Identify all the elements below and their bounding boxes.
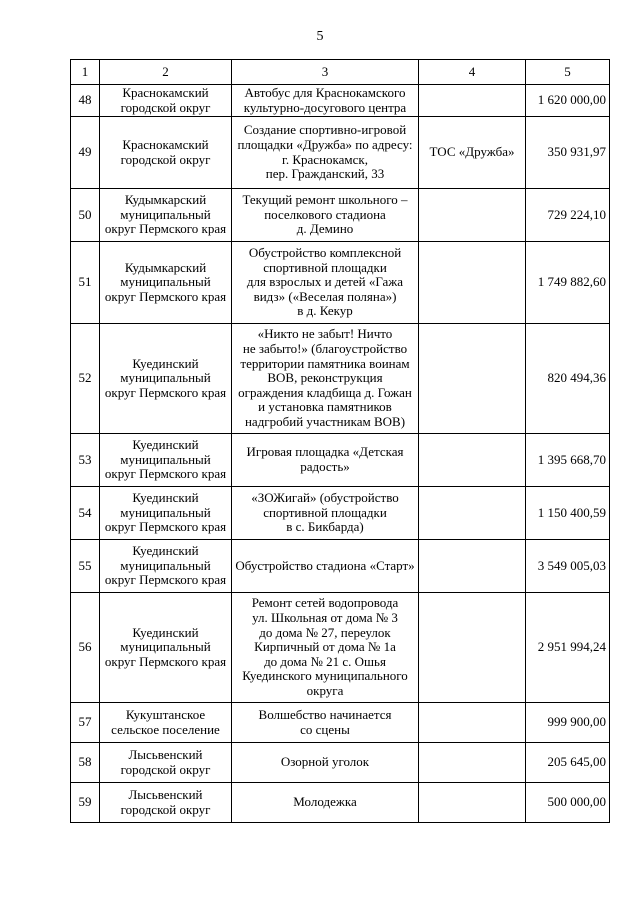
- municipality: Кудымкарский муниципальный округ Пермского края: [104, 192, 227, 237]
- table-row: [71, 540, 610, 593]
- project-name: «ЗОЖигай» (обустройство спортивной площадки в с. Бикбарда): [251, 490, 399, 535]
- header-col-4: 4: [419, 60, 526, 85]
- municipality: Краснокамский городской округ: [120, 136, 211, 167]
- table-header-row: [71, 60, 610, 85]
- municipality: Лысьвенский городской округ: [120, 786, 211, 817]
- row-number: 51: [71, 242, 100, 324]
- row-number: 56: [71, 593, 100, 703]
- header-col-3: 3: [232, 60, 419, 85]
- municipality: Куединский муниципальный округ Пермского края: [104, 624, 227, 669]
- table-row: [71, 434, 610, 487]
- row-number: 54: [71, 487, 100, 540]
- table-row: [71, 85, 610, 117]
- organization: ТОС «Дружба»: [429, 144, 515, 160]
- amount: 820 494,36: [547, 370, 606, 386]
- project-name: Обустройство стадиона «Старт»: [235, 557, 415, 573]
- amount: 2 951 994,24: [537, 639, 606, 655]
- table-row: [71, 593, 610, 703]
- amount: 500 000,00: [547, 794, 606, 810]
- row-number: 58: [71, 743, 100, 783]
- table-row: [71, 783, 610, 823]
- municipality: Куединский муниципальный округ Пермского края: [104, 437, 227, 482]
- table-row: [71, 242, 610, 324]
- grants-table: [70, 59, 610, 823]
- amount: 3 549 005,03: [537, 557, 606, 573]
- row-number: 59: [71, 783, 100, 823]
- project-name: Обустройство комплексной спортивной площадки для взрослых и детей «Гажа видз» («Веселая поляна») в д. Кекур: [246, 245, 404, 319]
- table-row: [71, 189, 610, 242]
- project-name: Текущий ремонт школьного – поселкового стадиона д. Демино: [242, 192, 408, 237]
- row-number: 48: [71, 85, 100, 117]
- amount: 999 900,00: [547, 714, 606, 730]
- project-name: Игровая площадка «Детская радость»: [246, 444, 404, 474]
- project-name: Создание спортивно-игровой площадки «Дружба» по адресу: г. Краснокамск, пер. Гражданский, 33: [237, 122, 413, 182]
- municipality: Куединский муниципальный округ Пермского края: [104, 355, 227, 400]
- table-row: [71, 487, 610, 540]
- project-name: «Никто не забыт! Ничто не забыто!» (благоустройство территории памятника воинам ВОВ, реконструкция ограждения кладбища д. Гожан и установка памятников надгробий участникам ВОВ): [238, 326, 412, 429]
- amount: 1 749 882,60: [537, 274, 606, 290]
- page-number: 5: [316, 29, 324, 44]
- project-name: Молодежка: [293, 794, 357, 810]
- row-number: 50: [71, 189, 100, 242]
- header-col-2: 2: [100, 60, 232, 85]
- table-row: [71, 703, 610, 743]
- amount: 1 150 400,59: [537, 504, 606, 520]
- project-name: Озорной уголок: [280, 754, 370, 770]
- row-number: 57: [71, 703, 100, 743]
- amount: 205 645,00: [547, 754, 606, 770]
- project-name: Волшебство начинается со сцены: [258, 706, 392, 737]
- municipality: Куединский муниципальный округ Пермского края: [104, 543, 227, 588]
- project-name: Ремонт сетей водопровода ул. Школьная от дома № 3 до дома № 27, переулок Кирпичный от дома № 1а до дома № 21 с. Ошья Куединского муниципального округа: [242, 595, 408, 698]
- row-number: 49: [71, 117, 100, 189]
- amount: 1 395 668,70: [537, 451, 606, 467]
- header-col-1: 1: [71, 60, 100, 85]
- project-name: Автобус для Краснокамского культурно-досугового центра: [243, 84, 407, 115]
- header-col-5: 5: [526, 60, 610, 85]
- municipality: Кудымкарский муниципальный округ Пермского края: [104, 259, 227, 304]
- amount: 729 224,10: [547, 206, 606, 222]
- table-row: [71, 324, 610, 434]
- table-row: [71, 117, 610, 189]
- row-number: 53: [71, 434, 100, 487]
- amount: 350 931,97: [547, 144, 606, 160]
- municipality: Краснокамский городской округ: [120, 84, 211, 115]
- table-row: [71, 743, 610, 783]
- amount: 1 620 000,00: [537, 92, 606, 108]
- municipality: Кукуштанское сельское поселение: [111, 706, 220, 737]
- municipality: Лысьвенский городской округ: [120, 746, 211, 777]
- municipality: Куединский муниципальный округ Пермского края: [104, 490, 227, 535]
- row-number: 52: [71, 324, 100, 434]
- row-number: 55: [71, 540, 100, 593]
